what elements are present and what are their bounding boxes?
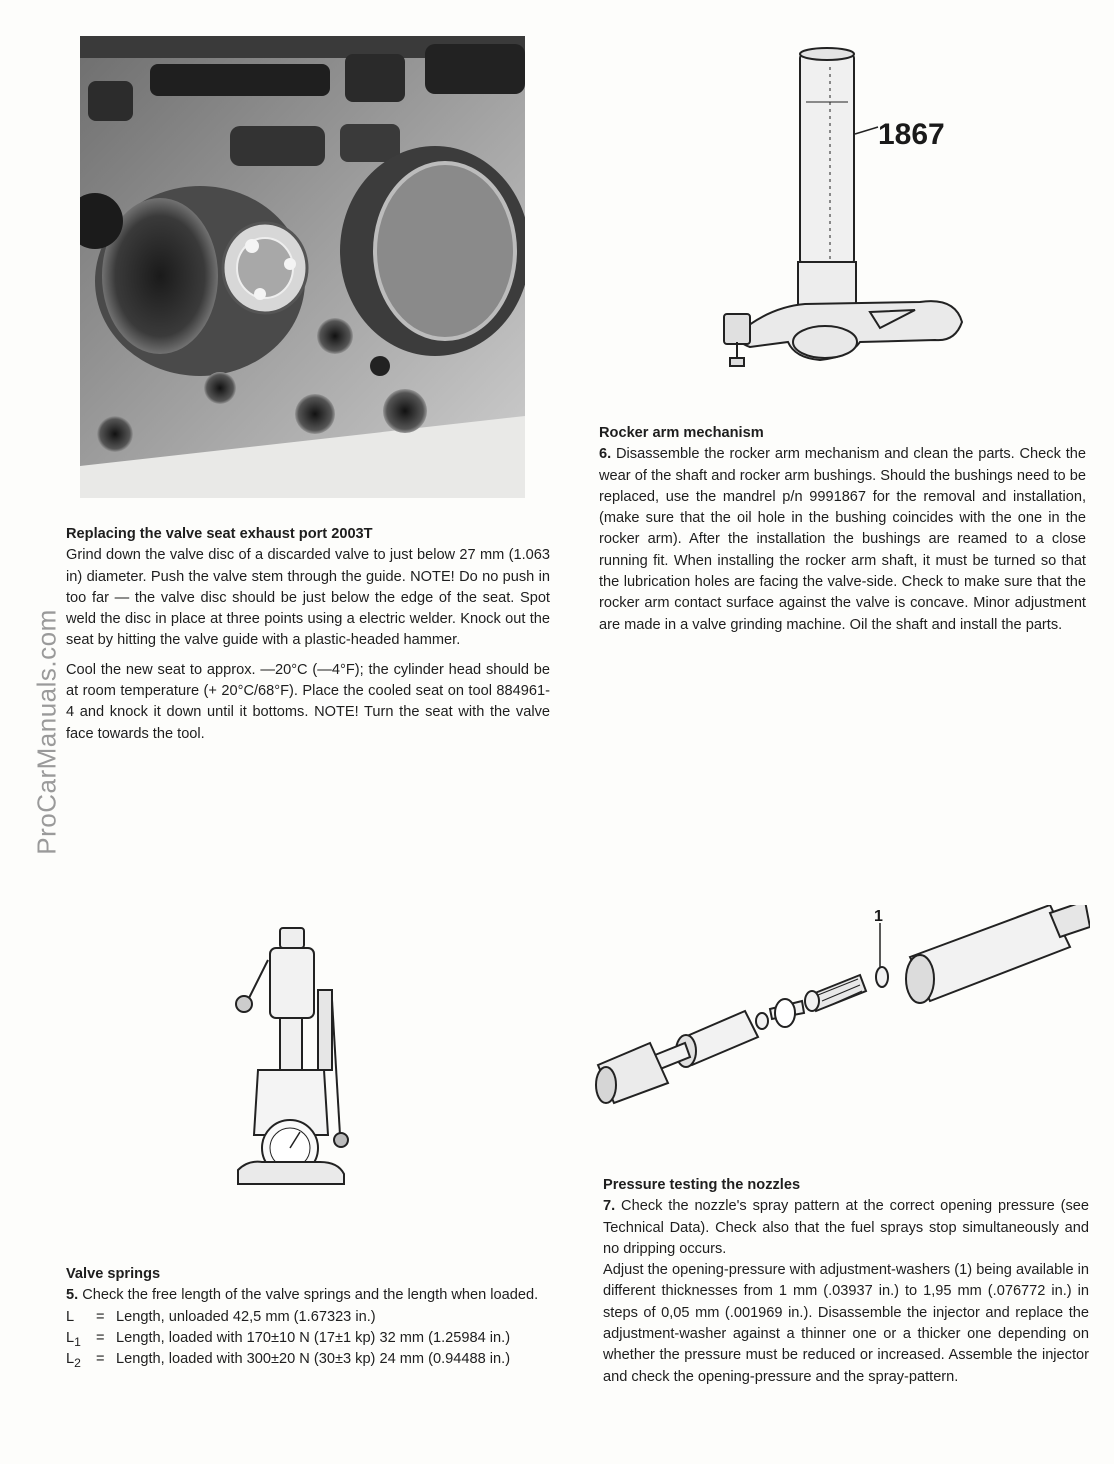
watermark-text: ProCarManuals.com <box>31 609 62 855</box>
nozzle-testing-text <box>603 1196 1089 1260</box>
adjustment-washer-callout: 1 <box>874 908 883 925</box>
watermark <box>30 592 64 872</box>
injector-exploded-drawing <box>590 905 1090 1110</box>
spec-equals: = <box>96 1308 105 1325</box>
spec-equals: = <box>96 1329 105 1346</box>
spec-symbol: $L_1$ <box>66 1329 81 1349</box>
spec-item <box>66 1349 550 1370</box>
valve-springs-section <box>66 1264 550 1370</box>
rocker-arm-mandrel-drawing <box>710 42 980 372</box>
valve-seat-section <box>66 524 550 745</box>
rocker-arm-heading: Rocker arm mechanism <box>599 425 764 441</box>
spec-text: Length, loaded with 300±20 N (30±3 kp) 24 mm (0.94488 in.) <box>116 1351 511 1368</box>
valve-seat-heading: Replacing the valve seat exhaust port 2003T <box>66 526 373 542</box>
spec-text: Length, loaded with 170±10 N (17±1 kp) 32 mm (1.25984 in.) <box>116 1329 511 1346</box>
tool-number-label: 1867 <box>878 118 945 151</box>
nozzle-testing-text-2: Adjust the opening-pressure with adjustment-washers (1) being available in different thicknesses from 1 mm (.03937 in.) to 1,95 mm (.076772 in.) in steps of 0,05 mm (.001969 in.). Disassemble the injector and replace the adjustment-washer against a thinner one or a thicker one depending on whether the pressure must be reduced or increased. Assemble the injector and check the opening-pressure and the spray-pattern. <box>603 1262 1089 1385</box>
step-number: 6. <box>599 446 612 463</box>
valve-seat-para-1: Grind down the valve disc of a discarded valve to just below 27 mm (1.063 in) diameter. Push the valve stem through the guide. NOTE! Do no push in too far — the valve disc should be just below the edge of the seat. Spot weld the disc in place at three points using a electric welder. Knock out the seat by hitting the valve guide with a plastic-headed hammer. <box>66 547 550 649</box>
valve-spring-tester-drawing <box>228 920 353 1192</box>
step-number: 7. <box>603 1198 616 1215</box>
valve-springs-text <box>66 1285 550 1306</box>
rocker-arm-section <box>599 423 1086 636</box>
spec-item <box>66 1328 550 1349</box>
spec-text: Length, unloaded 42,5 mm (1.67323 in.) <box>116 1308 376 1325</box>
rocker-arm-text <box>599 444 1086 636</box>
step-number: 5. <box>66 1287 79 1304</box>
spec-symbol: $L_2$ <box>66 1351 81 1371</box>
spec-item <box>66 1307 550 1328</box>
nozzle-testing-body: Check the nozzle's spray pattern at the correct opening pressure (see Technical Data). Check also that the fuel sprays stop simultaneously and no dripping occurs. <box>603 1198 1089 1257</box>
valve-springs-heading: Valve springs <box>66 1266 161 1282</box>
cylinder-head-photo <box>80 36 525 498</box>
spec-symbol: L <box>66 1308 75 1325</box>
nozzle-testing-section <box>603 1175 1089 1388</box>
valve-seat-para-2: Cool the new seat to approx. —20°C (—4°F); the cylinder head should be at room temperature (+ 20°C/68°F). Place the cooled seat on tool 884961-4 and knock it down until it bottoms. NOTE! Turn the seat with the valve face towards the tool. <box>66 661 550 742</box>
nozzle-testing-heading: Pressure testing the nozzles <box>603 1177 801 1193</box>
rocker-arm-body: Disassemble the rocker arm mechanism and clean the parts. Check the wear of the shaft and rocker arm bushings. Should the bushings need to be replaced, use the mandrel p/n 9991867 for the removal and installation, (make sure that the oil hole in the bushing coincides with the one in the rocker arm). After the installation the bushings are reamed to a close running fit. When installing the rocker arm shaft, it must be turned so that the lubrication holes are facing the valve-side. Check to make sure that the rocker arm contact surface against the valve is concave. Minor adjustment are made in a valve grinding machine. Oil the shaft and install the parts. <box>599 446 1086 633</box>
valve-springs-body: Check the free length of the valve springs and the length when loaded. <box>82 1287 539 1304</box>
spring-spec-list <box>66 1307 550 1371</box>
spec-equals: = <box>96 1351 105 1368</box>
